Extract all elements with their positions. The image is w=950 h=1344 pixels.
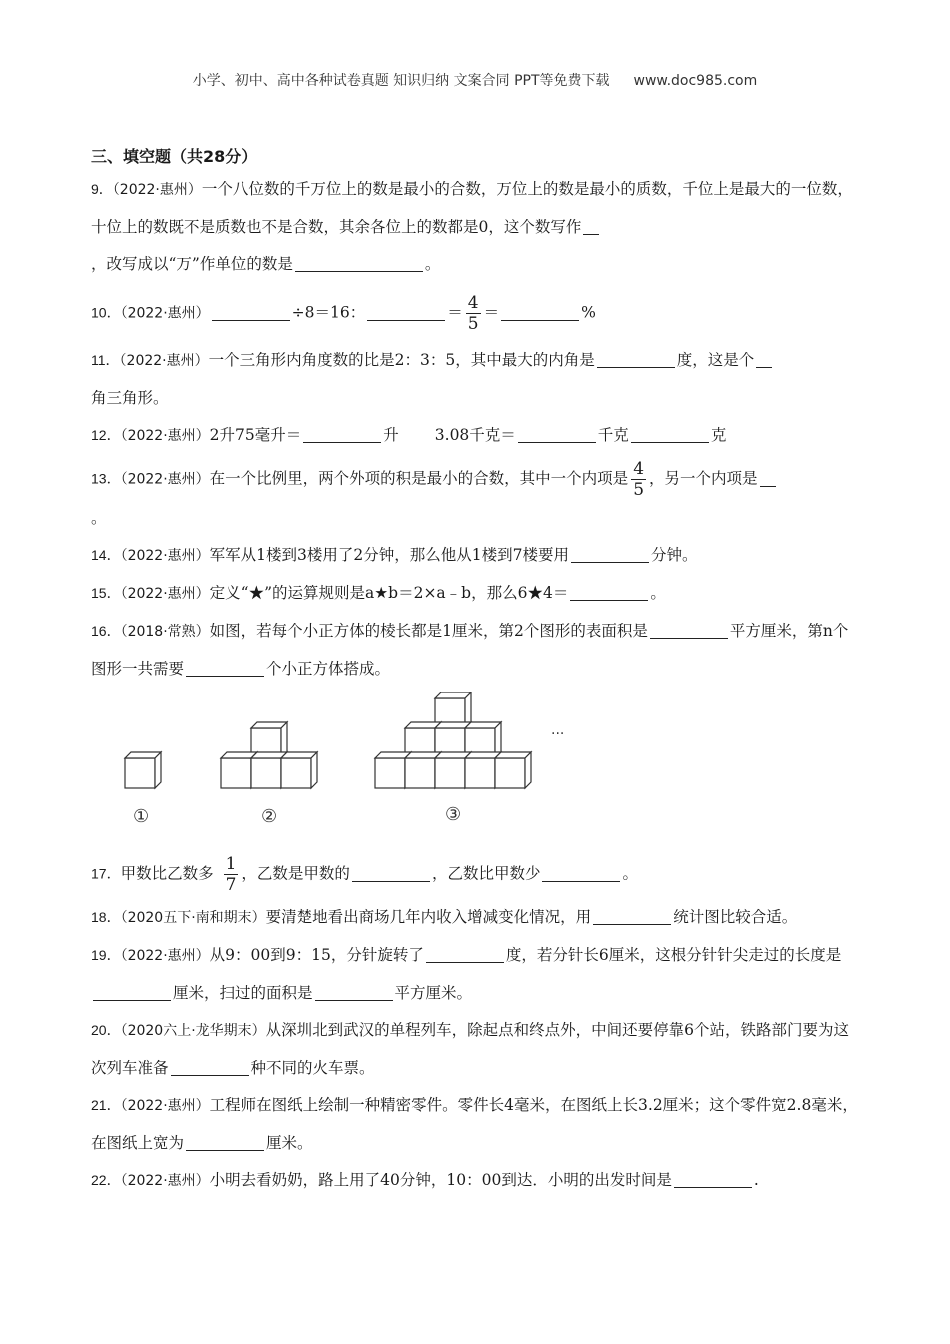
answer-blank[interactable] bbox=[367, 304, 445, 321]
fraction bbox=[631, 459, 646, 500]
question-10 bbox=[91, 293, 863, 334]
question-text: 3.08千克＝ bbox=[434, 426, 516, 444]
question-text: 克 bbox=[710, 426, 727, 444]
answer-blank[interactable] bbox=[570, 584, 648, 601]
cube-group-2 bbox=[221, 722, 317, 788]
question-text: 一个八位数的千万位上的数是最小的合数，万位上的数是最小的质数，千位上是最大的一位数，十位上的数既不是质数也不是合数，其余各位上的数都是0，这个数写作 bbox=[91, 180, 853, 236]
figure-more-dots: ··· bbox=[551, 726, 565, 742]
question-18 bbox=[91, 899, 863, 937]
question-text: % bbox=[581, 303, 596, 322]
question-number: 9． bbox=[91, 181, 113, 197]
question-source: （2022·惠州） bbox=[112, 182, 202, 198]
question-number: 21． bbox=[91, 1097, 121, 1113]
question-text: ，乙数比甲数少 bbox=[431, 864, 541, 883]
question-text: 平方厘米。 bbox=[394, 984, 473, 1002]
question-text: 度，这是个 bbox=[676, 351, 755, 369]
question-20 bbox=[91, 1012, 863, 1087]
answer-blank[interactable] bbox=[542, 865, 620, 882]
question-source: （2022·惠州） bbox=[120, 948, 210, 964]
question-source: （2022·惠州） bbox=[119, 353, 209, 369]
question-text: ，另一个内项是 bbox=[649, 469, 758, 488]
header-site: www.doc985.com bbox=[633, 73, 758, 89]
question-text: ，改写成以“万”作单位的数是 bbox=[91, 255, 293, 273]
question-text: 升 bbox=[383, 426, 399, 444]
fraction-denominator: 5 bbox=[633, 480, 645, 500]
question-12 bbox=[91, 417, 863, 455]
question-number: 12． bbox=[91, 427, 121, 443]
question-text: 工程师在图纸上绘制一种精密零件。零件长4毫米，在图纸上长3.2厘米；这个零件宽2.8毫米，在图纸上宽为 bbox=[91, 1096, 858, 1152]
question-text: ÷8＝16： bbox=[291, 303, 366, 322]
question-source: （2020六上·龙华期末） bbox=[120, 1023, 266, 1039]
exam-content bbox=[91, 146, 863, 1200]
question-text: 分钟。 bbox=[650, 546, 698, 564]
question-number: 15． bbox=[91, 585, 121, 601]
question-number: 11． bbox=[91, 352, 120, 368]
question-text: ＝ bbox=[447, 303, 463, 322]
question-9 bbox=[91, 171, 863, 283]
question-number: 18． bbox=[91, 909, 121, 925]
figure-label-1: ① bbox=[133, 806, 150, 827]
answer-blank[interactable] bbox=[93, 984, 171, 1001]
question-text: 厘米。 bbox=[266, 1134, 313, 1152]
question-source: （2022·惠州） bbox=[120, 586, 210, 602]
question-17 bbox=[91, 854, 863, 895]
answer-blank[interactable] bbox=[674, 1171, 752, 1188]
fraction bbox=[466, 293, 481, 334]
question-source: （2022·惠州） bbox=[120, 1173, 210, 1189]
question-text: 统计图比较合适。 bbox=[673, 908, 798, 926]
question-text: 。 bbox=[91, 509, 107, 527]
answer-blank[interactable] bbox=[518, 426, 596, 443]
question-text: 在一个比例里，两个外项的积是最小的合数，其中一个内项是 bbox=[209, 469, 629, 488]
answer-blank[interactable] bbox=[295, 255, 423, 272]
header-text: 小学、初中、高中各种试卷真题 知识归纳 文案合同 PPT等免费下载 bbox=[192, 73, 610, 89]
question-text: 。 bbox=[650, 584, 666, 602]
fraction-numerator: 4 bbox=[467, 293, 479, 313]
answer-blank[interactable] bbox=[650, 622, 728, 639]
fraction-numerator: 1 bbox=[225, 854, 237, 874]
question-21 bbox=[91, 1087, 863, 1162]
question-text: 从9：00到9：15，分针旋转了 bbox=[209, 946, 424, 964]
question-text: ＝ bbox=[483, 303, 500, 322]
figure-label-3: ③ bbox=[445, 804, 462, 825]
answer-blank[interactable] bbox=[303, 426, 381, 443]
figure-label-2: ② bbox=[261, 806, 278, 827]
question-text: 。 bbox=[622, 864, 638, 883]
question-text: 如图，若每个小正方体的棱长都是1厘米，第2个图形的表面积是 bbox=[209, 622, 648, 640]
fraction-denominator: 7 bbox=[225, 875, 237, 895]
question-number: 14． bbox=[91, 547, 121, 563]
question-text: 平方厘米，第n个图形一共需要 bbox=[91, 622, 849, 678]
answer-blank[interactable] bbox=[597, 351, 675, 368]
fraction-denominator: 5 bbox=[467, 314, 479, 334]
question-source: （2022·惠州） bbox=[120, 305, 210, 322]
question-14 bbox=[91, 537, 863, 575]
question-11 bbox=[91, 342, 863, 417]
fraction bbox=[224, 854, 239, 895]
question-16 bbox=[91, 613, 863, 688]
answer-blank[interactable] bbox=[583, 218, 599, 235]
question-source: （2022·惠州） bbox=[120, 471, 210, 488]
fraction-numerator: 4 bbox=[633, 459, 645, 479]
question-text: ，乙数是甲数的 bbox=[241, 864, 350, 883]
question-number: 17． bbox=[91, 865, 121, 882]
cube-figure bbox=[91, 688, 863, 848]
section-title: 三、填空题（共28分） bbox=[91, 147, 258, 166]
cube-group-1 bbox=[125, 752, 161, 788]
question-text: . bbox=[753, 1171, 759, 1189]
answer-blank[interactable] bbox=[352, 865, 430, 882]
question-source: （2022·惠州） bbox=[120, 1098, 210, 1114]
question-source: （2022·惠州） bbox=[120, 428, 210, 444]
question-text: 角三角形。 bbox=[91, 389, 169, 407]
question-text: 千克 bbox=[597, 426, 629, 444]
question-13 bbox=[91, 459, 863, 537]
cube-group-3 bbox=[375, 692, 531, 788]
question-text: 一个三角形内角度数的比是2：3：5，其中最大的内角是 bbox=[208, 351, 595, 369]
answer-blank[interactable] bbox=[212, 304, 290, 321]
answer-blank[interactable] bbox=[501, 304, 579, 321]
question-number: 22． bbox=[91, 1172, 121, 1188]
answer-blank[interactable] bbox=[171, 1059, 249, 1076]
question-text: 定义“★”的运算规则是a★b＝2×a﹣b，那么6★4＝ bbox=[209, 584, 569, 602]
question-number: 13． bbox=[91, 470, 121, 487]
page-header bbox=[0, 70, 950, 90]
question-source: （2020五下·南和期末） bbox=[120, 910, 266, 926]
question-text: 2升75毫升＝ bbox=[209, 426, 302, 444]
question-text: 厘米，扫过的面积是 bbox=[173, 984, 313, 1002]
question-number: 20． bbox=[91, 1022, 121, 1038]
question-text: 小明去看奶奶，路上用了40分钟，10：00到达．小明的出发时间是 bbox=[209, 1171, 672, 1189]
cube-figure-drawing bbox=[111, 692, 591, 842]
question-text: 。 bbox=[424, 255, 441, 273]
answer-blank[interactable] bbox=[756, 351, 772, 368]
answer-blank[interactable] bbox=[186, 1134, 264, 1151]
question-19 bbox=[91, 937, 863, 1012]
question-text: 军军从1楼到3楼用了2分钟，那么他从1楼到7楼要用 bbox=[209, 546, 569, 564]
question-22 bbox=[91, 1162, 863, 1200]
question-number: 16． bbox=[91, 623, 121, 639]
answer-blank[interactable] bbox=[426, 946, 504, 963]
question-15 bbox=[91, 575, 863, 613]
answer-blank[interactable] bbox=[631, 426, 709, 443]
question-text: 个小正方体搭成。 bbox=[266, 660, 391, 678]
answer-blank[interactable] bbox=[186, 660, 264, 677]
question-text: 从深圳北到武汉的单程列车，除起点和终点外，中间还要停靠6个站，铁路部门要为这次列车准备 bbox=[91, 1021, 850, 1077]
question-text: 要清楚地看出商场几年内收入增减变化情况，用 bbox=[265, 908, 592, 926]
question-number: 19． bbox=[91, 947, 121, 963]
question-source: （2018·常熟） bbox=[120, 624, 210, 640]
answer-blank[interactable] bbox=[760, 470, 776, 487]
question-source: （2022·惠州） bbox=[120, 548, 210, 564]
question-text: 度，若分针长6厘米，这根分针针尖走过的长度是 bbox=[505, 946, 842, 964]
answer-blank[interactable] bbox=[593, 908, 671, 925]
answer-blank[interactable] bbox=[315, 984, 393, 1001]
question-text: 种不同的火车票。 bbox=[250, 1059, 375, 1077]
question-number: 10． bbox=[91, 304, 121, 321]
answer-blank[interactable] bbox=[571, 546, 649, 563]
question-text: 甲数比乙数多 bbox=[120, 864, 214, 883]
